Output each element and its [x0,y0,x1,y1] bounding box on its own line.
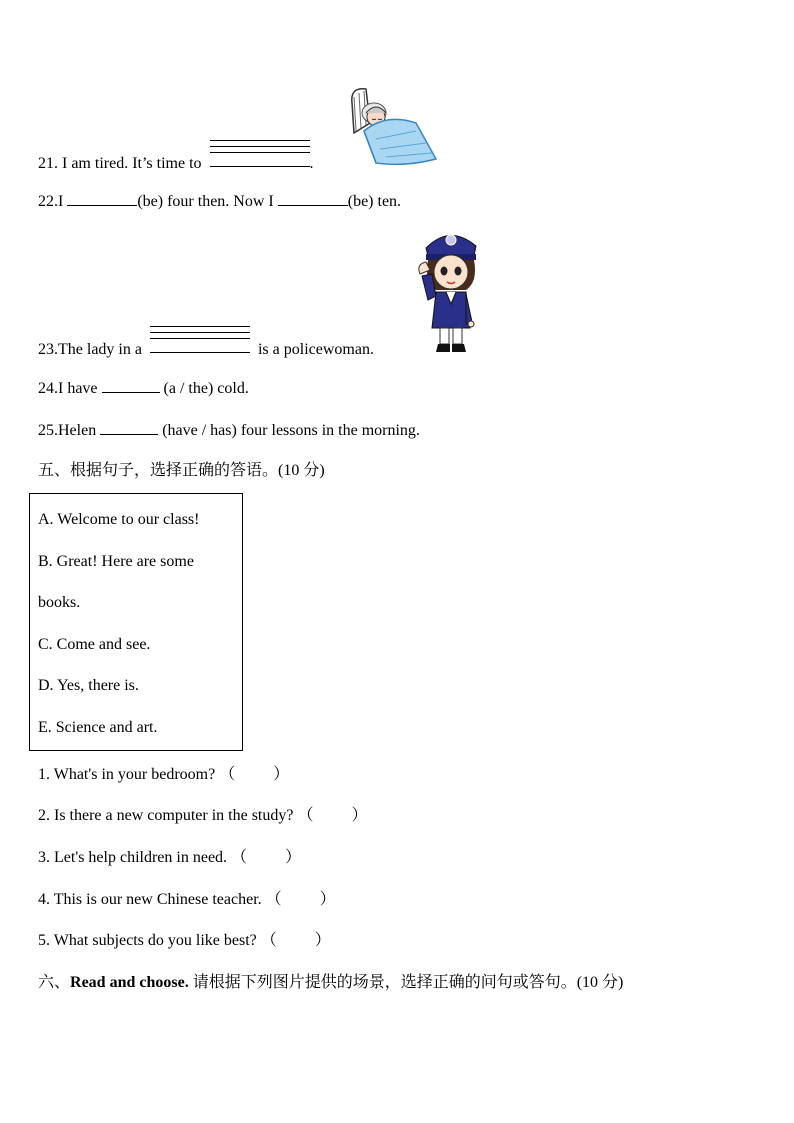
question-text: 5. What subjects do you like best? [38,932,257,949]
question-text: 3. Let's help children in need. [38,849,228,866]
question-24-text-b: (a / the) cold. [163,380,249,397]
question-text: 4. This is our new Chinese teacher. [38,891,262,908]
question-5 [38,931,331,951]
answer-blank[interactable] [67,191,137,206]
option-d: D. Yes, there is. [38,677,139,694]
section-6-prefix: 六、 [38,974,71,991]
question-25 [38,420,420,441]
option-e: E. Science and art. [38,719,158,736]
answer-paren[interactable]: （ ） [265,891,336,908]
question-21-number: 21 [38,155,54,172]
policewoman-image [414,224,486,356]
question-24 [38,378,249,399]
question-25-text-a: 25.Helen [38,422,101,439]
question-25-text-b: (have / has) four lessons in the morning. [162,422,420,439]
option-b: B. Great! Here are some [38,553,194,570]
question-24-text-a: 24.I have [38,380,102,397]
question-1 [38,765,289,785]
section-6-heading [38,973,623,993]
answer-blank[interactable] [100,420,158,435]
option-b-cont: books. [38,594,81,611]
answer-blank[interactable] [102,378,160,393]
question-23-text-b: is a policewoman. [257,341,374,358]
question-2 [38,806,368,826]
answer-paren[interactable]: （ ） [260,932,331,949]
question-22-text-c: (be) ten. [347,193,402,210]
question-text: 2. Is there a new computer in the study? [38,807,294,824]
four-line-blank[interactable] [150,340,250,354]
section-6-bold: Read and choose. [70,974,189,991]
answer-paren[interactable]: （ ） [219,766,290,783]
answer-paren[interactable]: （ ） [231,849,302,866]
sleeping-in-bed-image [346,83,438,169]
option-c: C. Come and see. [38,636,151,653]
question-21-end: . [309,155,314,172]
four-line-blank[interactable] [210,154,310,168]
question-23 [38,340,374,360]
question-23-text-a: 23.The lady in a [38,341,142,358]
options-box [29,493,243,751]
section-6-rest: 请根据下列图片提供的场景，选择正确的问句或答句。(10 分) [188,974,624,991]
answer-blank[interactable] [278,191,348,206]
question-22 [38,191,401,212]
question-22-text-b: (be) four then. Now I [137,193,278,210]
question-3 [38,848,301,868]
question-22-text-a: 22.I [38,193,68,210]
answer-paren[interactable]: （ ） [297,807,368,824]
question-text: 1. What's in your bedroom? [38,766,216,783]
option-a: A. Welcome to our class! [38,511,200,528]
question-21 [38,154,314,174]
section-5-heading: 五、根据句子，选择正确的答语。(10 分) [38,462,325,479]
question-21-text: . I am tired. It’s time to [54,155,202,172]
question-4 [38,890,336,910]
